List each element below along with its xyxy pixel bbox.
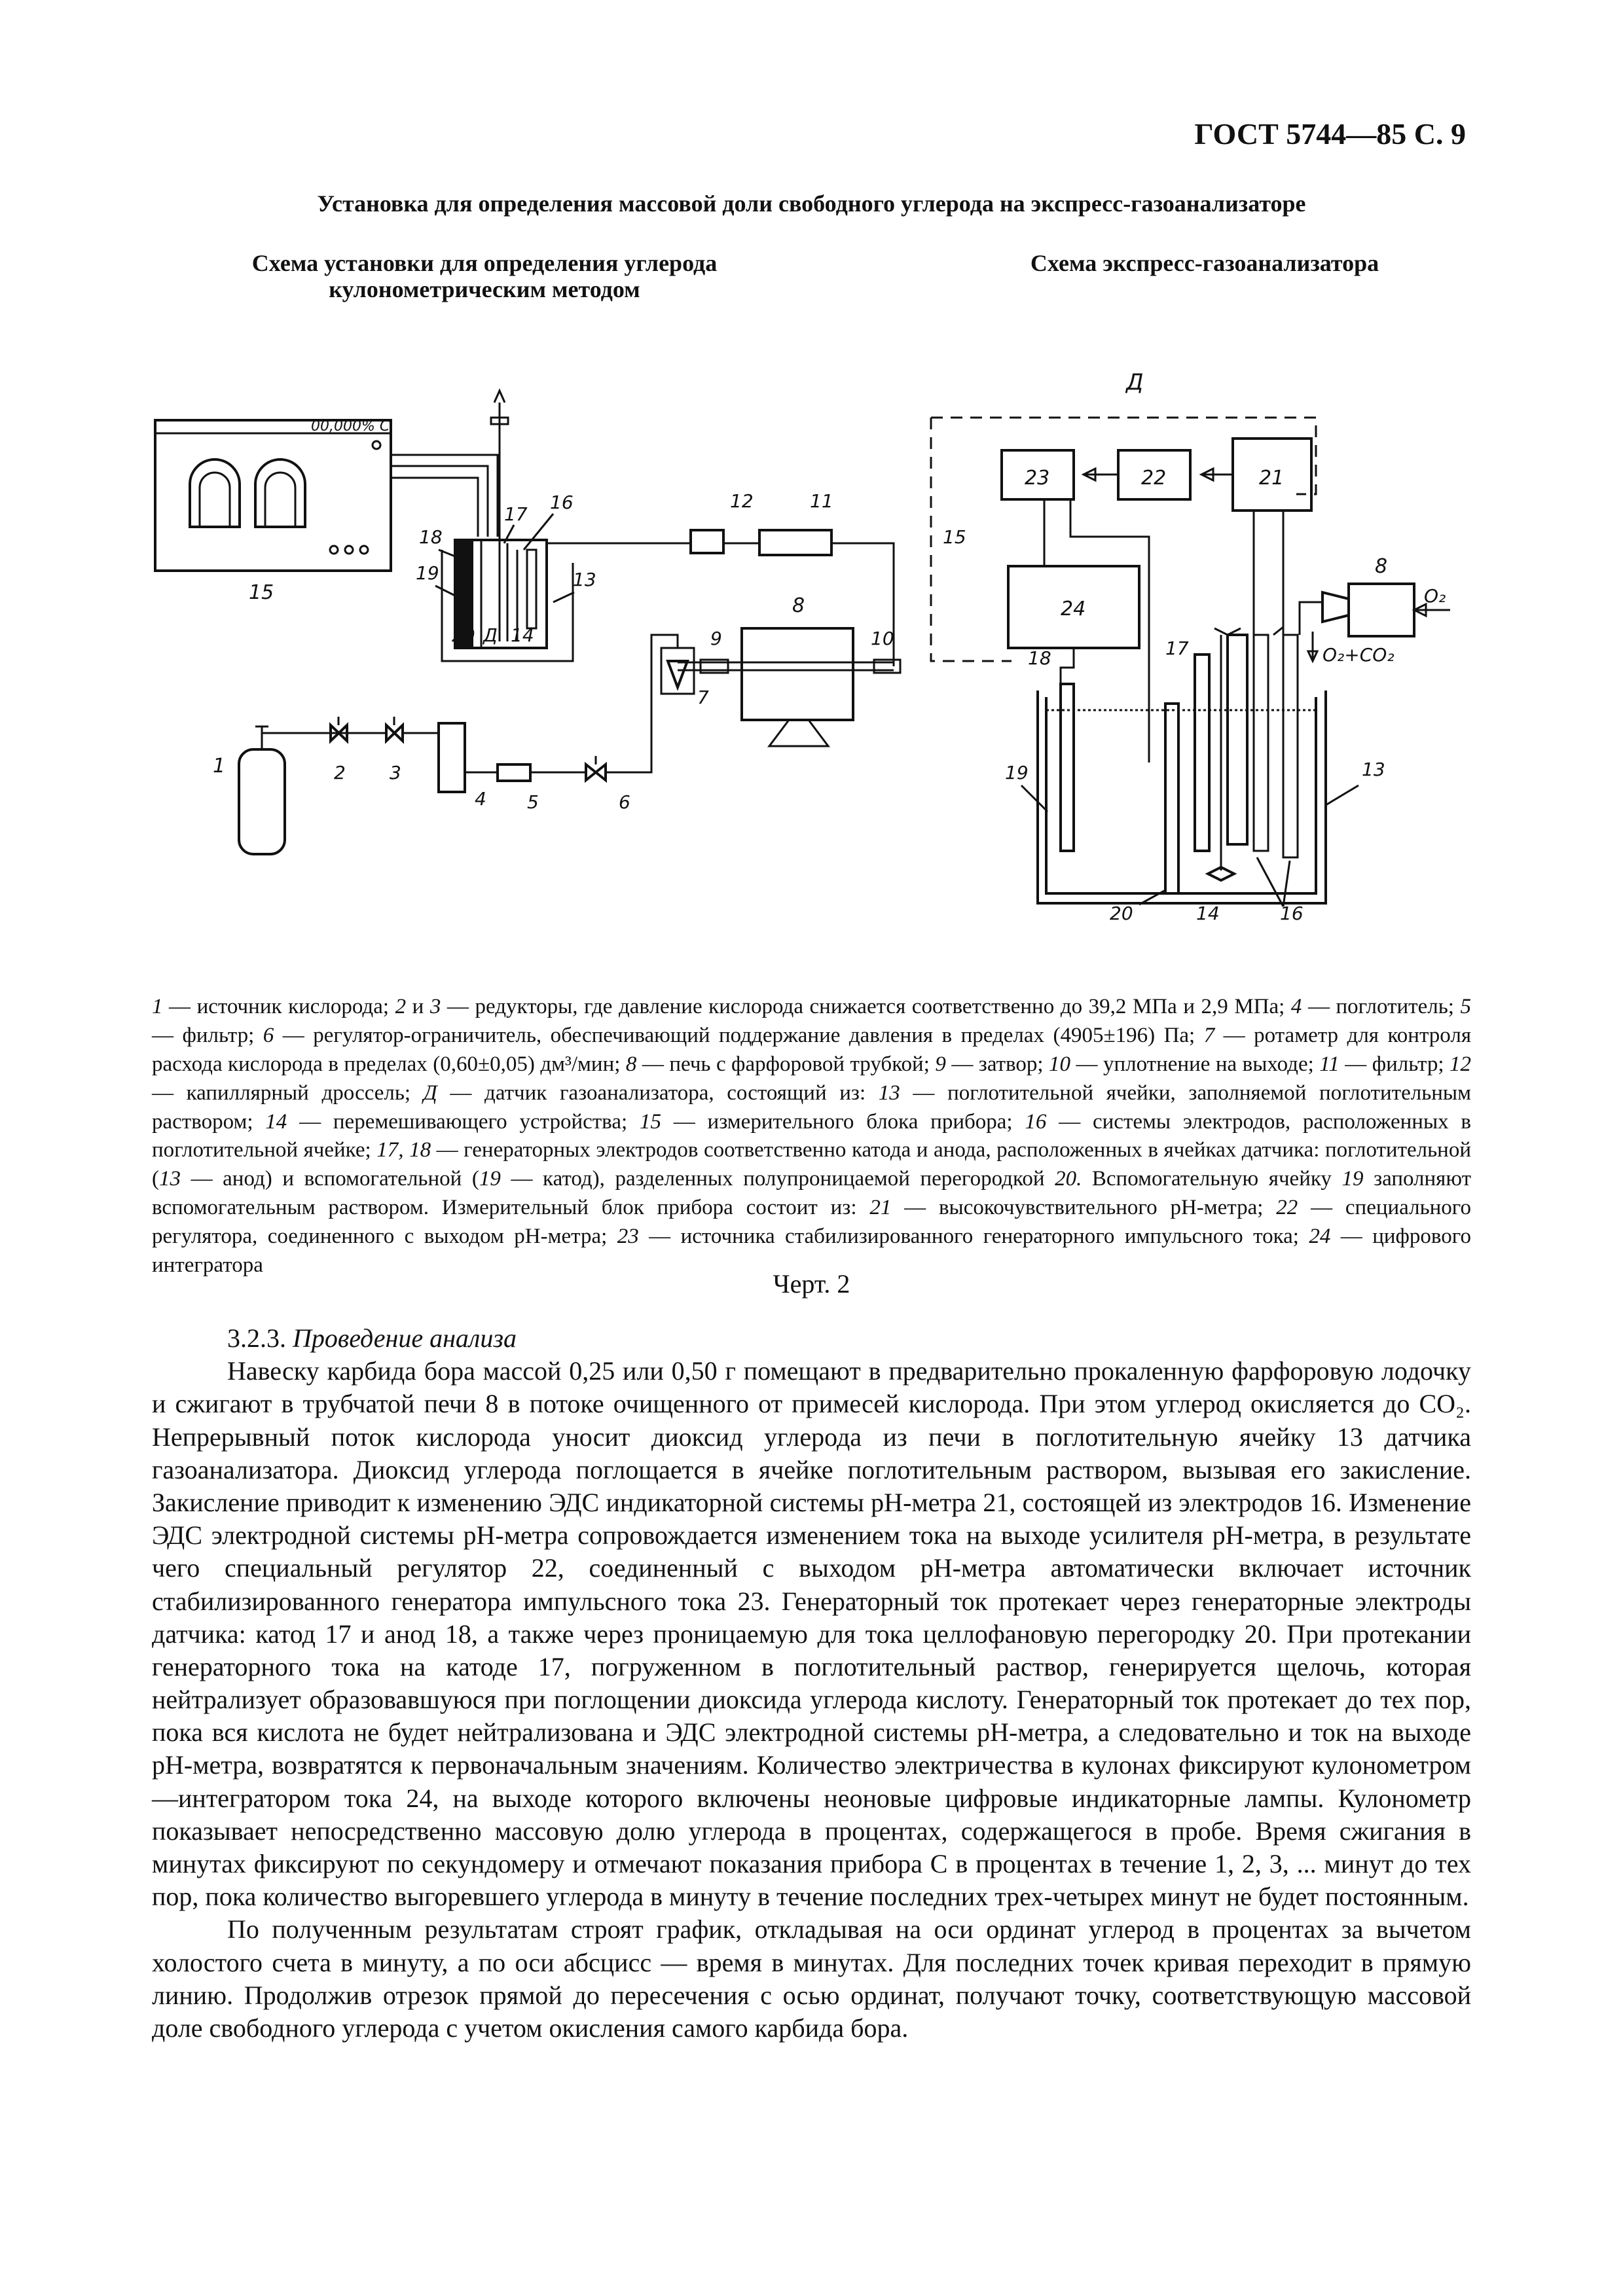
label-13-right: 13 — [1362, 759, 1385, 780]
label-11: 11 — [810, 490, 833, 512]
legend-number: 13 — [159, 1167, 181, 1191]
label-20-right: 20 — [1110, 903, 1133, 924]
legend-text: — затвор; — [945, 1052, 1049, 1076]
legend-number: 22 — [1276, 1196, 1298, 1220]
legend-number: 23 — [617, 1225, 639, 1248]
electrode-17 — [1195, 655, 1209, 851]
label-18-right: 18 — [1028, 647, 1051, 669]
legend-number: 10 — [1049, 1052, 1071, 1076]
section-number: 3.2.3. — [227, 1323, 286, 1353]
legend-number: 19 — [479, 1167, 501, 1191]
label-5: 5 — [527, 791, 539, 813]
legend-text: Вспомогательную ячейку — [1082, 1167, 1342, 1191]
label-15: 15 — [249, 581, 274, 604]
legend-text: — ротаметр для контроля расхода кислорода в пределах (0,60±0,05) дм³/мин; — [152, 1023, 1472, 1076]
label-16-right: 16 — [1280, 903, 1304, 924]
label-18: 18 — [419, 526, 443, 548]
legend-text: — анод) и вспомогательной ( — [181, 1167, 479, 1191]
meter-dial-left — [190, 459, 240, 527]
label-4: 4 — [475, 788, 486, 810]
label-14: 14 — [511, 624, 534, 646]
electrode-system-16 — [1228, 635, 1247, 844]
legend-number: Д — [423, 1081, 437, 1105]
legend-number: 1 — [152, 995, 163, 1018]
filter-5 — [498, 764, 530, 781]
figure-legend — [152, 993, 1471, 1280]
body-text — [152, 1322, 1471, 2045]
paragraph-2: По полученным результатам строят график, откладывая на оси ординат углерод в процентах за вычетом холостого счета в минуту, а по оси абсцисс — время в минутах. Для последних точек кривая переходит в прямую линию. Продолжив отрезок прямой до пересечения с осью ординат, получают точку, соответствующую массовой доле свободного углерода с учетом окисления самого карбида бора. — [152, 1914, 1471, 2043]
legend-number: 2 — [395, 995, 407, 1018]
display-readout: 00,000% C — [311, 418, 390, 435]
legend-number: 24 — [1309, 1225, 1331, 1248]
label-9: 9 — [710, 628, 722, 649]
label-19-right: 19 — [1005, 762, 1029, 783]
express-analyzer-scheme — [931, 369, 1450, 924]
label-o2: O₂ — [1424, 585, 1446, 607]
reducer-3 — [386, 725, 403, 741]
label-23: 23 — [1025, 467, 1050, 490]
inner-vessel — [1046, 697, 1316, 893]
legend-number: 9 — [935, 1052, 946, 1076]
label-10: 10 — [871, 628, 894, 649]
legend-text: — датчик газоанализатора, состоящий из: — [437, 1081, 879, 1105]
legend-text: — перемешивающего устройства; — [287, 1109, 640, 1134]
section-title: Проведение анализа — [293, 1323, 517, 1353]
label-21: 21 — [1259, 467, 1285, 490]
rotameter — [668, 661, 687, 687]
label-22: 22 — [1141, 467, 1167, 490]
legend-number: 8 — [625, 1052, 637, 1076]
regulator-6 — [586, 764, 606, 780]
label-14-right: 14 — [1196, 903, 1220, 924]
label-20: 20 — [452, 624, 475, 646]
subtitle-left: Схема установки для определения углерода кулонометрическим методом — [251, 250, 718, 302]
legend-number: 12 — [1450, 1052, 1471, 1076]
legend-text: — капиллярный дроссель; — [152, 1081, 424, 1105]
legend-number: 21 — [869, 1196, 892, 1220]
label-d-left: Д — [483, 624, 498, 646]
coulometric-scheme — [155, 391, 900, 854]
legend-number: 6 — [263, 1023, 274, 1047]
legend-number: 4 — [1290, 995, 1302, 1018]
label-7: 7 — [697, 687, 709, 708]
legend-text: — источника стабилизированного генераторного импульсного тока; — [638, 1225, 1309, 1248]
figure-title: Установка для определения массовой доли свободного углерода на экспресс-газоанализаторе — [317, 190, 1306, 217]
legend-text: — поглотитель; — [1302, 995, 1461, 1018]
label-24: 24 — [1061, 598, 1086, 620]
absorber-4 — [439, 723, 465, 792]
legend-number: 7 — [1203, 1023, 1215, 1047]
page-header: ГОСТ 5744—85 С. 9 — [1194, 117, 1466, 151]
legend-text: — источник кислорода; — [162, 995, 395, 1018]
label-17: 17 — [504, 503, 528, 525]
capillary-throttle — [691, 530, 723, 553]
label-19: 19 — [416, 562, 439, 584]
legend-text: — специального регулятора, соединенного с выходом pH-метра; — [152, 1196, 1471, 1248]
legend-number: 15 — [639, 1109, 661, 1134]
figure-caption: Черт. 2 — [773, 1269, 850, 1299]
label-2: 2 — [334, 762, 346, 783]
legend-number: 20. — [1055, 1167, 1082, 1191]
label-8: 8 — [792, 594, 805, 617]
apparatus-diagram — [141, 353, 1489, 942]
legend-text: — фильтр; — [1339, 1052, 1450, 1076]
tube-furnace — [742, 628, 853, 720]
legend-text: — редукторы, где давление кислорода снижается соответственно до 39,2 МПа и 2,9 МПа; — [441, 995, 1291, 1018]
furnace-8-right — [1349, 584, 1414, 636]
subtitle-right: Схема экспресс-газоанализатора — [1030, 250, 1379, 276]
legend-text: — цифрового интегратора — [152, 1225, 1471, 1277]
label-6: 6 — [619, 791, 630, 813]
oxygen-cylinder — [239, 749, 285, 854]
meter-dial-right — [255, 459, 305, 527]
legend-text: — генераторных электродов соответственно катода и анода, расположенных в ячейках датчика: поглотительной ( — [152, 1138, 1472, 1191]
legend-number: 3 — [429, 995, 441, 1018]
legend-text: — фильтр; — [152, 1023, 263, 1047]
label-12: 12 — [730, 490, 754, 512]
partition-20 — [1165, 704, 1178, 893]
electrode-18 — [1061, 684, 1074, 851]
legend-number: 5 — [1460, 995, 1471, 1018]
legend-text: заполняют вспомогательным раствором. Измерительный блок прибора состоит из: — [152, 1167, 1471, 1220]
label-d-right: Д — [1126, 369, 1144, 395]
legend-number: 11 — [1319, 1052, 1340, 1076]
legend-text: — высокочувствительного pH-метра; — [891, 1196, 1277, 1220]
legend-number: 14 — [265, 1109, 287, 1134]
legend-number: 16 — [1025, 1109, 1047, 1134]
legend-text: — печь с фарфоровой трубкой; — [636, 1052, 936, 1076]
legend-text: — поглотительной ячейки, заполняемой поглотительным раствором; — [152, 1081, 1471, 1134]
section-heading — [152, 1322, 1471, 1355]
label-3: 3 — [390, 762, 401, 783]
label-17-right: 17 — [1165, 637, 1189, 659]
legend-text: и — [406, 995, 430, 1018]
legend-text: — уплотнение на выходе; — [1070, 1052, 1320, 1076]
filter-11 — [759, 530, 831, 555]
legend-text: — регулятор-ограничитель, обеспечивающий поддержание давления в пределах (4905±196) Па; — [274, 1023, 1204, 1047]
label-1: 1 — [213, 755, 226, 778]
label-o2-co2: O₂+CO₂ — [1322, 644, 1395, 666]
legend-text: — системы электродов, расположенных в поглотительной ячейке; — [152, 1109, 1472, 1162]
paragraph-1: Навеску карбида бора массой 0,25 или 0,50 г помещают в предварительно прокаленную фарфоровую лодочку и сжигают в трубчатой печи 8 в потоке очищенного от примесей кислорода. При этом углерод окисляется до CO₂. Непрерывный поток кислорода уносит диоксид углерода из печи в поглотительную ячейку 13 датчика газоанализатора. Диоксид углерода поглощается в ячейке поглотительным раствором, вызывая его закисление. Закисление приводит к изменению ЭДС индикаторной системы pH-метра 21, состоящей из электродов 16. Изменение ЭДС электродной системы pH-метра сопровождается изменением тока на выходе усилителя pH-метра, в результате чего специальный регулятор 22, соединенный с выходом pH-метра автоматически включает источник стабилизированного генератора импульсного тока 23. Генераторный ток протекает через генераторные электроды датчика: катод 17 и анод 18, а также через проницаемую для тока целлофановую перегородку 20. При протекании генераторного тока на катоде 17, погруженном в поглотительный раствор, генерируется щелочь, которая нейтрализует образовавшуюся при поглощении диоксида углерода кислоту. Генераторный ток протекает до тех пор, пока вся кислота не будет нейтрализована и ЭДС электродной системы pH-метра, а следовательно и ток на выходе pH-метра, возвратятся к первоначальным значениям. Количество электричества в кулонах фиксируют кулонометром—интегратором тока 24, на выходе которого включены неоновые цифровые индикаторные лампы. Кулонометр показывает непосредственно массовую долю углерода в процентах, содержащегося в пробе. Время сжигания в минутах фиксируют по секундомеру и отмечают показания прибора С в процентах в течение 1, 2, 3, ... минут до тех пор, пока количество выгоревшего углерода в минуту в течение последних трех-четырех минут не будет постоянным. — [152, 1356, 1471, 1912]
label-13: 13 — [573, 569, 596, 590]
legend-number: 17, 18 — [376, 1138, 431, 1162]
legend-number: 19 — [1341, 1167, 1364, 1191]
label-8-right: 8 — [1375, 555, 1388, 578]
legend-number: 13 — [878, 1081, 900, 1105]
legend-text: — катод), разделенных полупроницаемой перегородкой — [500, 1167, 1055, 1191]
legend-text: — измерительного блока прибора; — [661, 1109, 1025, 1134]
label-16: 16 — [550, 492, 574, 513]
label-15-right: 15 — [943, 526, 966, 548]
